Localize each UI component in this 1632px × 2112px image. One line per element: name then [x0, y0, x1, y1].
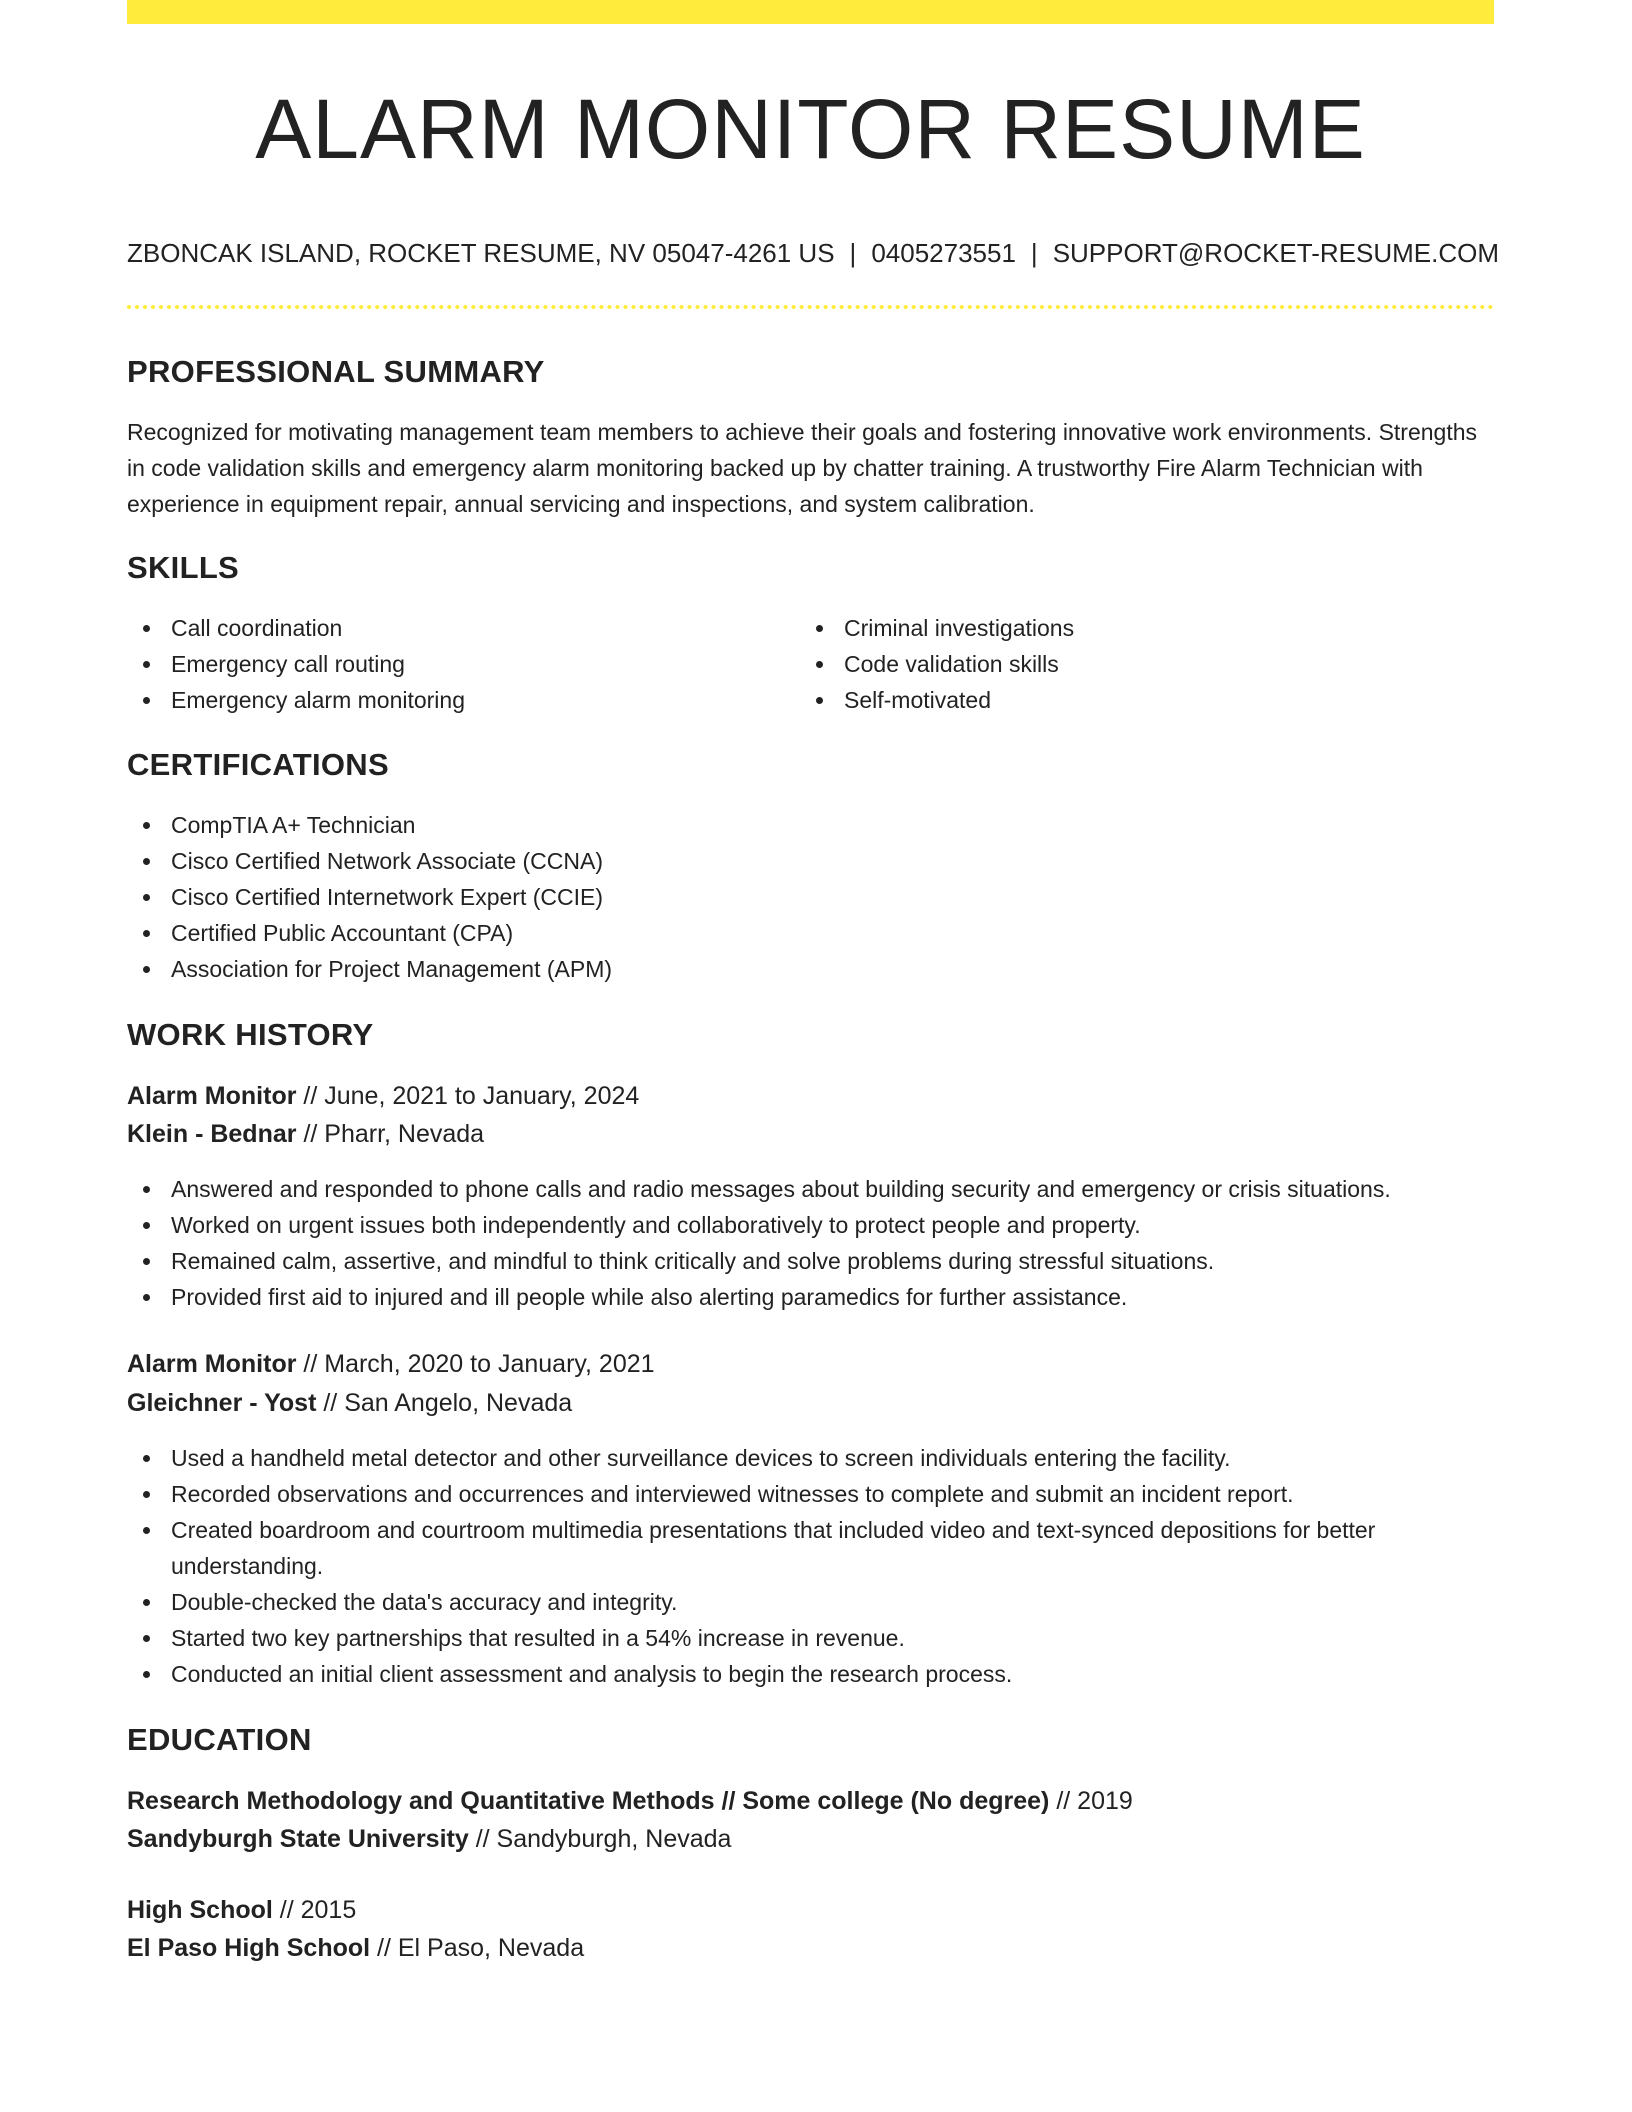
job-title: Alarm Monitor [127, 1350, 297, 1378]
job-bullet: Conducted an initial client assessment and analysis to begin the research process. [127, 1656, 1494, 1692]
contact-phone: 0405273551 [871, 238, 1016, 268]
resume-page [127, 0, 1499, 2112]
skill-item: Criminal investigations [800, 610, 1472, 646]
job-bullet: Provided first aid to injured and ill people while also alerting paramedics for further assistance. [127, 1279, 1494, 1315]
job-dates: // March, 2020 to January, 2021 [303, 1350, 655, 1378]
job-company: Gleichner - Yost [127, 1389, 317, 1417]
certification-item: Certified Public Accountant (CPA) [127, 915, 1494, 951]
certifications-list [127, 807, 1494, 987]
skills-list-right [800, 610, 1472, 718]
job-bullet: Started two key partnerships that resulted in a 54% increase in revenue. [127, 1620, 1494, 1656]
summary-text: Recognized for motivating management team members to achieve their goals and fostering innovative work environments. Strengths in code validation skills and emergency alarm monitoring backed up by chatter training. A trustworthy Fire Alarm Technician with experience in equipment repair, annual servicing and inspections, and system calibration. [127, 419, 1478, 517]
skill-item: Emergency alarm monitoring [127, 682, 799, 718]
education-degree: Research Methodology and Quantitative Methods // Some college (No degree) [127, 1787, 1050, 1815]
certification-item: Cisco Certified Internetwork Expert (CCIE) [127, 879, 1494, 915]
skills-list-left [127, 610, 799, 718]
education-location: // Sandyburgh, Nevada [475, 1825, 732, 1853]
skill-item: Self-motivated [800, 682, 1472, 718]
contact-email: SUPPORT@ROCKET-RESUME.COM [1052, 238, 1499, 268]
job-bullet: Worked on urgent issues both independently and collaboratively to protect people and property. [127, 1207, 1494, 1243]
job-dates: // June, 2021 to January, 2024 [303, 1082, 640, 1110]
contact-address: ZBONCAK ISLAND, ROCKET RESUME, NV 05047-4261 US [127, 238, 835, 268]
education-year: // 2015 [279, 1896, 357, 1924]
job-title-line [127, 1078, 639, 1114]
education-degree-line [127, 1892, 356, 1928]
education-degree-line [127, 1783, 1133, 1819]
education-school: Sandyburgh State University [127, 1825, 469, 1853]
job-company: Klein - Bednar [127, 1120, 297, 1148]
resume-title: ALARM MONITOR RESUME [255, 82, 1366, 176]
education-heading: EDUCATION [127, 1722, 312, 1757]
contact-line [127, 236, 1499, 270]
job-bullet: Double-checked the data's accuracy and integrity. [127, 1584, 1494, 1620]
skill-item: Call coordination [127, 610, 799, 646]
job-bullets [127, 1171, 1494, 1315]
work-history-heading: WORK HISTORY [127, 1017, 374, 1052]
certification-item: Association for Project Management (APM) [127, 951, 1494, 987]
education-school: El Paso High School [127, 1934, 371, 1962]
skill-item: Emergency call routing [127, 646, 799, 682]
education-school-line [127, 1821, 731, 1857]
job-location: // Pharr, Nevada [303, 1120, 485, 1148]
skills-heading: SKILLS [127, 550, 240, 585]
education-location: // El Paso, Nevada [377, 1934, 585, 1962]
job-bullet: Remained calm, assertive, and mindful to think critically and solve problems during stressful situations. [127, 1243, 1494, 1279]
contact-separator: | [1030, 238, 1038, 268]
certification-item: CompTIA A+ Technician [127, 807, 1494, 843]
certifications-heading: CERTIFICATIONS [127, 747, 389, 782]
job-bullet: Created boardroom and courtroom multimedia presentations that included video and text-synced depositions for better understanding. [127, 1512, 1494, 1584]
job-company-line [127, 1116, 484, 1152]
job-title: Alarm Monitor [127, 1082, 297, 1110]
job-bullet: Answered and responded to phone calls and radio messages about building security and emergency or crisis situations. [127, 1171, 1494, 1207]
contact-separator: | [849, 238, 857, 268]
job-bullet: Used a handheld metal detector and other surveillance devices to screen individuals entering the facility. [127, 1440, 1494, 1476]
dotted-divider [127, 305, 1494, 309]
skill-item: Code validation skills [800, 646, 1472, 682]
education-degree: High School [127, 1896, 273, 1924]
certification-item: Cisco Certified Network Associate (CCNA) [127, 843, 1494, 879]
education-school-line [127, 1930, 584, 1966]
top-accent-bar [127, 0, 1494, 24]
summary-heading: PROFESSIONAL SUMMARY [127, 354, 545, 389]
job-location: // San Angelo, Nevada [323, 1389, 573, 1417]
education-year: // 2019 [1056, 1787, 1133, 1815]
job-title-line [127, 1346, 655, 1382]
job-bullet: Recorded observations and occurrences and interviewed witnesses to complete and submit an incident report. [127, 1476, 1494, 1512]
job-company-line [127, 1385, 572, 1421]
job-bullets [127, 1440, 1494, 1692]
